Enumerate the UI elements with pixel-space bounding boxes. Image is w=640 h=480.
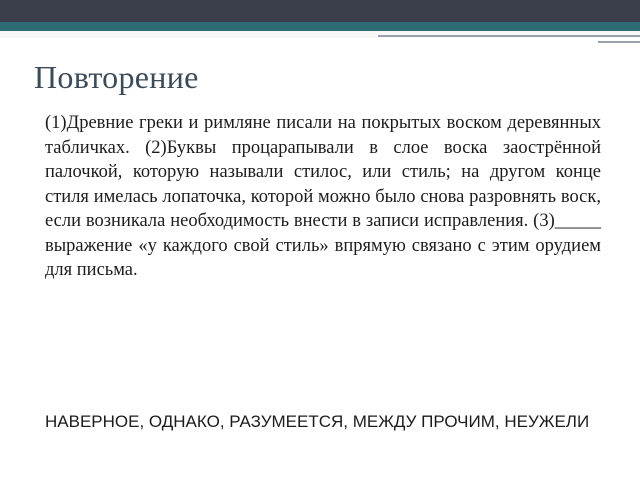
slide-title: Повторение <box>34 59 199 95</box>
header-bar-teal <box>0 22 640 31</box>
header-accent-line <box>378 35 640 37</box>
header-accent-line-short <box>598 41 640 43</box>
slide-body-text: (1)Древние греки и римляне писали на покрытых воском деревянных табличках. (2)Буквы процарапывали в слое воска заострённой палочкой, которую называли стилос, или стиль; на другом конце стиля имелась лопаточка, которой можно было снова разровнять воск, если возникала необходимость внести в записи исправления. (3)_____ выражение «у каждого свой стиль» впрямую связано с этим орудием для письма. <box>45 113 601 280</box>
header-bar-dark <box>0 0 640 22</box>
answer-options: НАВЕРНОЕ, ОДНАКО, РАЗУМЕЕТСЯ, МЕЖДУ ПРОЧИМ, НЕУЖЕЛИ <box>45 412 590 431</box>
